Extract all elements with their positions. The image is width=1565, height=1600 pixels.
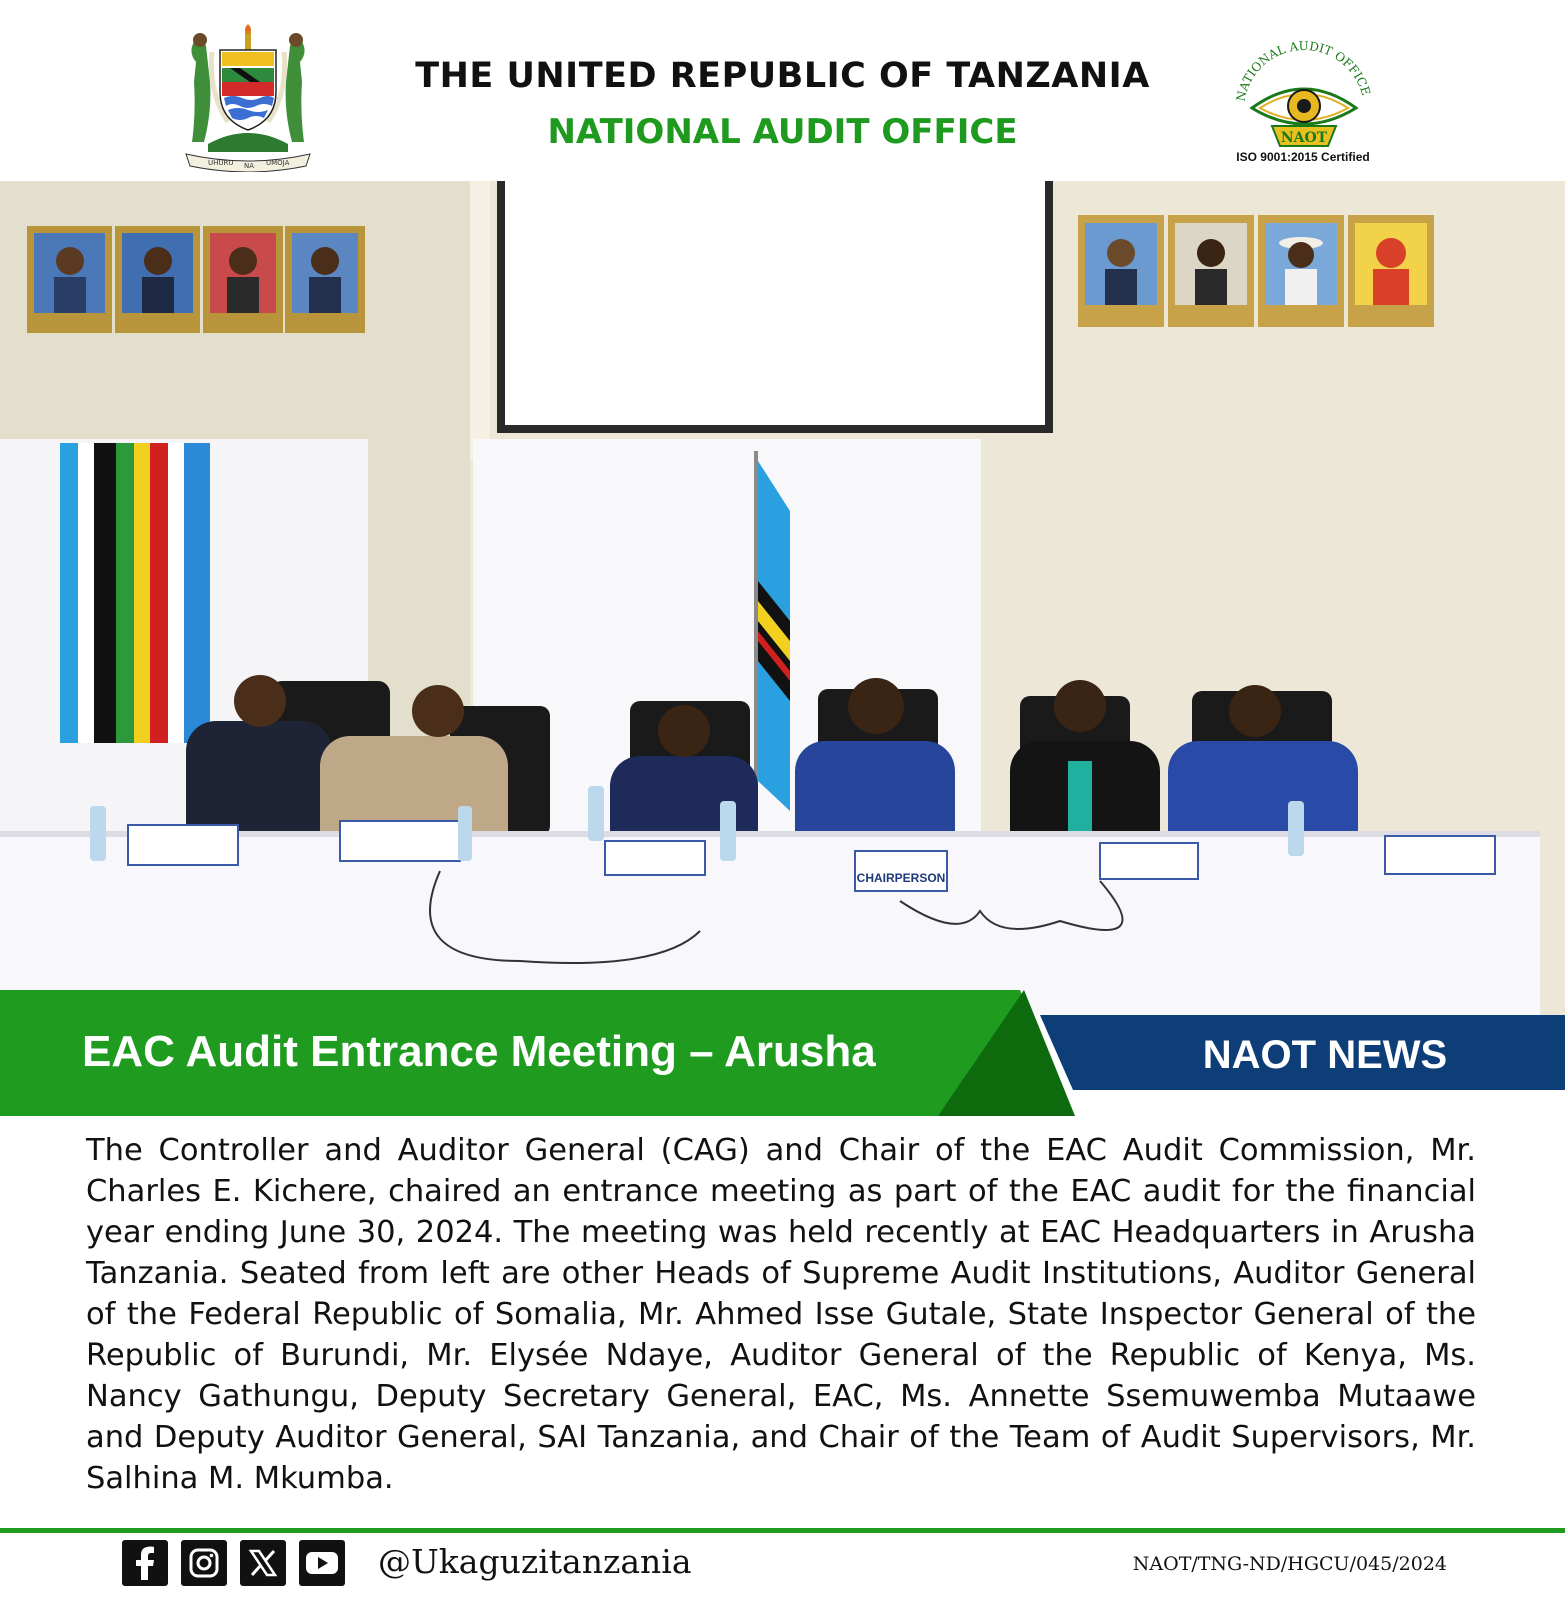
news-tag: NAOT NEWS [1202,1033,1448,1077]
header [0,0,1565,180]
country-title: THE UNITED REPUBLIC OF TANZANIA [415,56,1150,96]
article-title: EAC Audit Entrance Meeting – Arusha [82,1027,876,1076]
logo-arc-text: NATIONAL AUDIT OFFICE [1233,38,1374,103]
motto-right-text: UMOJA [266,159,290,167]
facebook-icon[interactable] [122,1540,168,1586]
chairperson-placard: CHAIRPERSON [856,871,946,885]
portraits-left [27,226,365,333]
eac-flag-curtain [60,443,210,743]
social-handle[interactable]: @Ukaguzitanzania [378,1542,692,1581]
social-icons [122,1540,345,1586]
naot-logo [1224,30,1384,158]
footer-divider [0,1528,1565,1533]
iso-certification: ISO 9001:2015 Certified [1236,150,1370,164]
motto-mid-text: NA [244,162,255,170]
office-title: NATIONAL AUDIT OFFICE [547,112,1018,152]
reference-number: NAOT/TNG-ND/HGCU/045/2024 [1132,1553,1447,1575]
instagram-icon[interactable] [181,1540,227,1586]
youtube-icon[interactable] [299,1540,345,1586]
logo-abbrev-text: NAOT [1280,130,1328,146]
article-body: The Controller and Auditor General (CAG) and Chair of the EAC Audit Commission, Mr. Charles E. Kichere, chaired an entrance meeting as part of the EAC audit for the financial year ending June 30, 2024. The meeting was held recently at EAC Headquarters in Arusha Tanzania. Seated from left are other Heads of Supreme Audit Institutions, Auditor General of the Federal Republic of Somalia, Mr. Ahmed Isse Gutale, State Inspector General of the Republic of Burundi, Mr. Elysée Ndaye, Auditor General of the Republic of Kenya, Ms. Nancy Gathungu, Deputy Secretary General, EAC, Ms. Annette Ssemuwemba Mutaawe and Deputy Auditor General, SAI Tanzania, and Chair of the Team of Audit Supervisors, Mr. Salhina M. Mkumba. [86,1133,1476,1496]
meeting-photo [0,181,1565,1015]
motto-left-text: UHURU [208,159,234,167]
x-icon[interactable] [240,1540,286,1586]
